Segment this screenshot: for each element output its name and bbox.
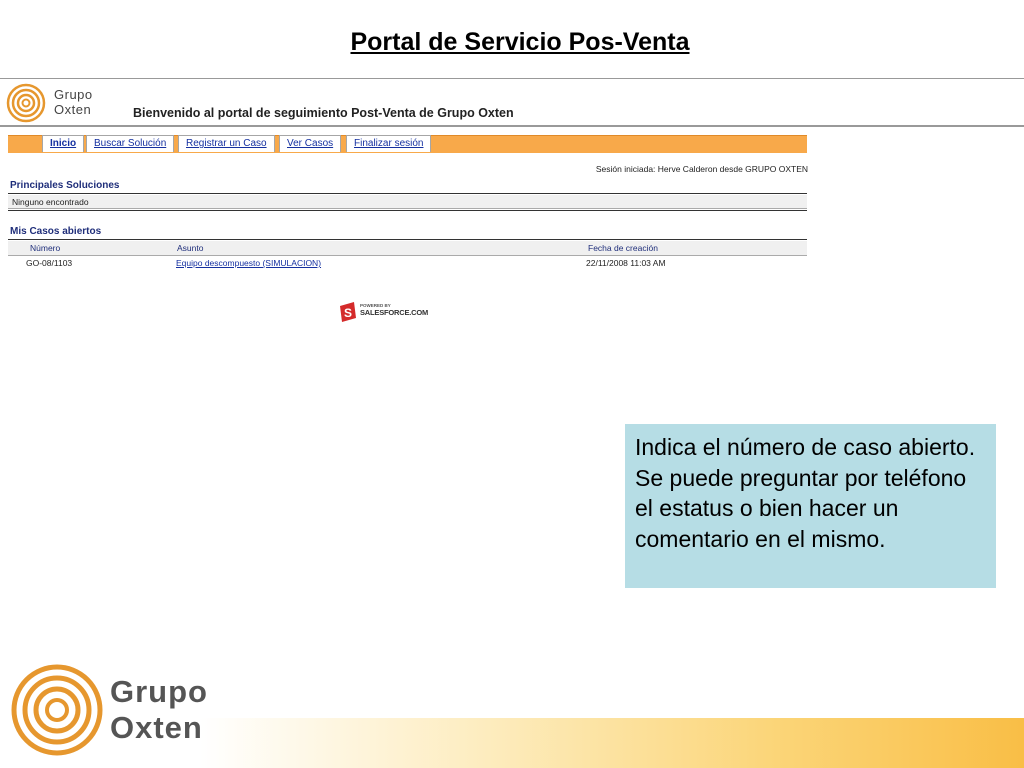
case-subject-link[interactable]: Equipo descompuesto (SIMULACION) <box>176 258 322 268</box>
tab-buscar-solucion[interactable]: Buscar Solución <box>86 135 174 152</box>
solutions-bottom-line <box>8 210 807 211</box>
solutions-title: Principales Soluciones <box>10 180 120 191</box>
col-fecha: Fecha de creación <box>588 243 658 253</box>
slide-title: Portal de Servicio Pos-Venta <box>350 28 690 56</box>
header-brand-line2: Oxten <box>54 102 92 117</box>
solutions-empty-text: Ninguno encontrado <box>12 197 89 207</box>
callout-note: Indica el número de caso abierto. Se puede preguntar por teléfono el estatus o bien hacer un comentario en el mismo. <box>625 424 996 588</box>
cases-divider <box>8 239 807 240</box>
tab-inicio[interactable]: Inicio <box>42 135 84 152</box>
footer-brand-line2: Oxten <box>110 710 203 745</box>
col-numero: Número <box>30 243 61 253</box>
case-number: GO-08/1103 <box>26 258 73 268</box>
cases-header-row <box>8 241 807 256</box>
header-brand <box>54 87 93 117</box>
powered-by-text: POWERED BY <box>360 303 391 308</box>
cases-title: Mis Casos abiertos <box>10 226 102 237</box>
powered-by-salesforce <box>338 300 438 326</box>
portal-screenshot <box>0 78 1024 328</box>
footer-logo-icon <box>10 660 105 760</box>
header-brand-line1: Grupo <box>54 87 93 102</box>
session-info: Sesión iniciada: Herve Calderon desde GRUPO OXTEN <box>595 164 808 174</box>
solutions-divider <box>8 193 807 194</box>
grupo-oxten-logo-icon <box>5 83 49 123</box>
col-asunto: Asunto <box>177 243 204 253</box>
tab-finalizar-sesion[interactable]: Finalizar sesión <box>346 135 431 152</box>
welcome-text: Bienvenido al portal de seguimiento Post-Venta de Grupo Oxten <box>133 106 514 120</box>
tab-registrar-caso[interactable]: Registrar un Caso <box>178 135 275 152</box>
portal-header <box>0 78 1024 127</box>
solutions-empty-row <box>8 195 807 209</box>
salesforce-text: SALESFORCE.COM <box>360 308 429 317</box>
case-date: 22/11/2008 11:03 AM <box>586 258 666 268</box>
footer-gradient-band <box>200 718 1024 768</box>
tab-ver-casos[interactable]: Ver Casos <box>279 135 341 152</box>
svg-text:S: S <box>344 306 353 320</box>
footer-brand <box>110 674 208 746</box>
footer-brand-line1: Grupo <box>110 674 208 709</box>
salesforce-logo-icon <box>338 302 358 324</box>
tab-bar <box>8 135 807 153</box>
